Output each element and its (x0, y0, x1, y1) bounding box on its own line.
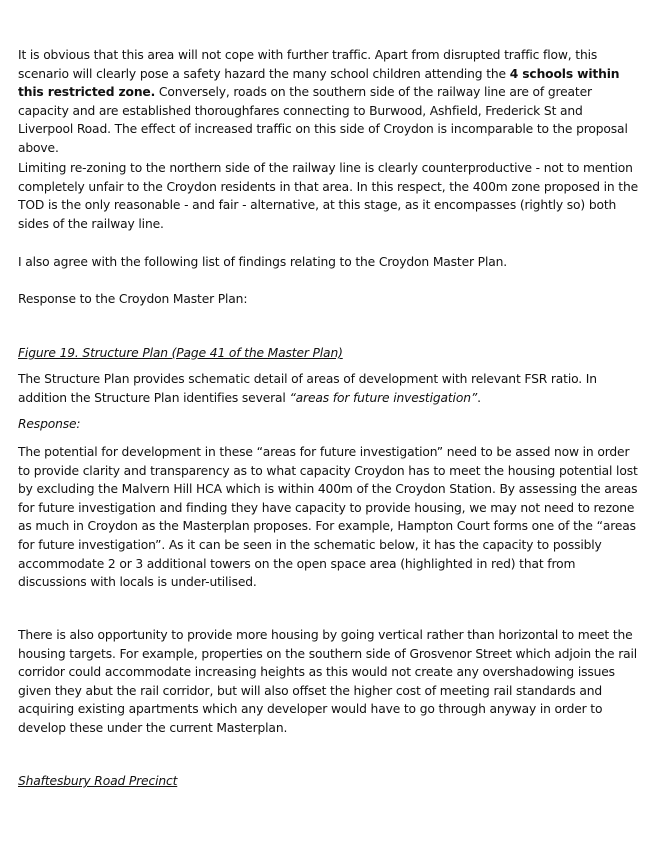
response-label: Response: (18, 417, 81, 431)
paragraph-rezoning: Limiting re-zoning to the northern side of the railway line is clearly counterproductive - not to mention completely unfair to the Croydon residents in that area. In this respect, the 400m zone proposed in the TOD is the only reasonable - and fair - alternative, at this stage, as it encompasses (rightly so) both sides of the railway line. (18, 161, 639, 231)
paragraph-traffic-text-a: It is obvious that this area will not cope with further traffic. Apart from disrupted traffic flow, this scenario will clearly pose a safety hazard the many school children attending the (18, 48, 598, 81)
figure-heading: Figure 19. Structure Plan (Page 41 of the Master Plan) (18, 346, 343, 360)
paragraph-vertical-housing: There is also opportunity to provide more housing by going vertical rather than horizontal to meet the housing targets. For example, properties on the southern side of Grosvenor Street which adjoin the rail corridor could accommodate increasing heights as this would not create any overshadowing issues given they abut the rail corridor, but will also offset the higher cost of meeting rail standards and acquiring existing apartments which any developer would have to go through anyway in order to develop these under the current Masterplan. (18, 628, 638, 735)
schools-emphasis: 4 schools within this restricted zone. (18, 66, 620, 100)
paragraph-agree-findings: I also agree with the following list of findings relating to the Croydon Master Plan. (18, 255, 507, 269)
paragraph-response-intro: Response to the Croydon Master Plan: (18, 292, 248, 306)
section-heading: Shaftesbury Road Precinct (18, 774, 178, 788)
paragraph-potential-development: The potential for development in these “areas for future investigation” need to be assed now in order to provide clarity and transparency as to what capacity Croydon has to meet the housing potential lost by excluding the Malvern Hill HCA which is within 400m of the Croydon Station. By assessing the areas for future investigation and finding they have capacity to provide housing, we may not need to rezone as much in Croydon as the Masterplan proposes. For example, Hampton Court forms one of the “areas for future investigation”. As it can be seen in the schematic below, it has the capacity to possibly accommodate 2 or 3 additional towers on the open space area (highlighted in red) that from discussions with locals is under-utilised. (18, 445, 638, 590)
paragraph-structure-plan-text-a: The Structure Plan provides schematic detail of areas of development with relevant FSR ratio. In addition the Structure Plan identifies several (18, 372, 597, 405)
future-investigation-quote: “areas for future investigation” (289, 390, 478, 405)
paragraph-traffic (18, 46, 638, 158)
paragraph-structure-plan-text-b: . (477, 390, 481, 405)
paragraph-traffic-text-b: Conversely, roads on the southern side of the railway line are of greater capacity and are established thoroughfares connecting to Burwood, Ashfield, Frederick St and Liverpool Road. The effect of increased traffic on this side of Croydon is incomparable to the proposal above. (18, 85, 628, 155)
paragraph-structure-plan (18, 370, 638, 407)
